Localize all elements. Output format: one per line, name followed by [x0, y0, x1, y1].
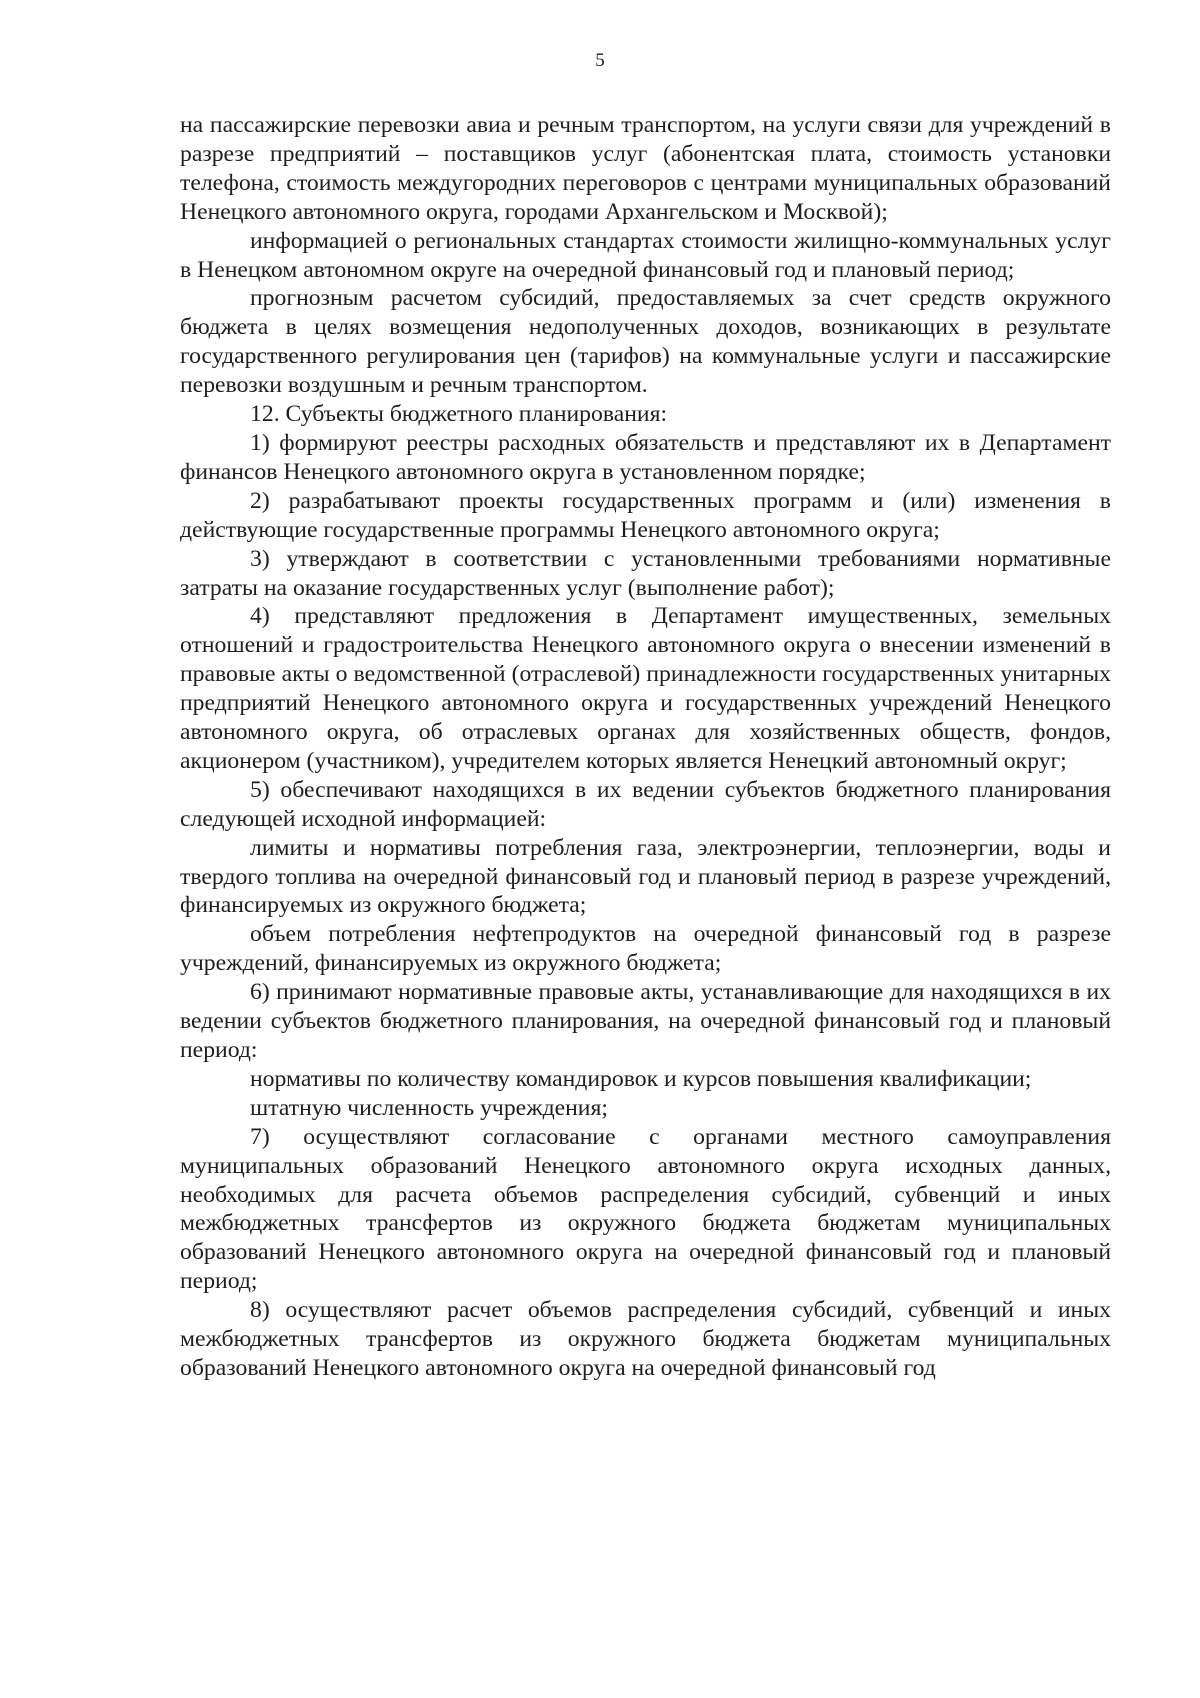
list-item: 8) осуществляют расчет объемов распределения субсидий, субвенций и иных межбюджетных трансфертов из окружного бюджета бюджетам муниципальных образований Ненецкого автономного округа на очередной финансовый год — [180, 1297, 1111, 1381]
paragraph: информацией о региональных стандартах стоимости жилищно-коммунальных услуг в Ненецком автономном округе на очередной финансовый год и плановый период; — [180, 227, 1111, 283]
sub-item: лимиты и нормативы потребления газа, электроэнергии, теплоэнергии, воды и твердого топлива на очередной финансовый год и плановый период в разрезе учреждений, финансируемых из окружного бюджета; — [180, 834, 1111, 919]
list-item: 3) утверждают в соответствии с установленными требованиями нормативные затраты на оказание государственных услуг (выполнение работ); — [180, 545, 1111, 601]
list-item: 4) представляют предложения в Департамент имущественных, земельных отношений и градостроительства Ненецкого автономного округа о внесении изменений в правовые акты о ведомственной (отраслевой) принадлежности государственных унитарных предприятий Ненецкого автономного округа и государственных учреждений Ненецкого автономного округа, об отраслевых органах для хозяйственных обществ, фондов, акционером (участником), учредителем которых является Ненецкий автономный округ; — [180, 603, 1111, 774]
list-item: 7) осуществляют согласование с органами местного самоуправления муниципальных образований Ненецкого автономного округа исходных данных, необходимых для расчета объемов распределения субсидий, субвенций и иных межбюджетных трансфертов из окружного бюджета бюджетам муниципальных образований Ненецкого автономного округа на очередной финансовый год и плановый период; — [180, 1123, 1111, 1295]
list-item: 2) разрабатывают проекты государственных программ и (или) изменения в действующие государственные программы Ненецкого автономного округа; — [180, 487, 1111, 543]
sub-item: объем потребления нефтепродуктов на очередной финансовый год в разрезе учреждений, финансируемых из окружного бюджета; — [180, 921, 1111, 977]
section-heading: 12. Субъекты бюджетного планирования: — [250, 401, 668, 428]
page-number: 5 — [595, 50, 605, 71]
list-item: 1) формируют реестры расходных обязательств и представляют их в Департамент финансов Ненецкого автономного округа в установленном порядке; — [180, 429, 1111, 485]
document-body — [180, 111, 1111, 1383]
list-item: 5) обеспечивают находящихся в их ведении субъектов бюджетного планирования следующей исходной информацией: — [180, 776, 1111, 832]
sub-item: нормативы по количеству командировок и курсов повышения квалификации; — [250, 1065, 1032, 1092]
sub-item: штатную численность учреждения; — [250, 1094, 608, 1121]
paragraph: прогнозным расчетом субсидий, предоставляемых за счет средств окружного бюджета в целях возмещения недополученных доходов, возникающих в результате государственного регулирования цен (тарифов) на коммунальные услуги и пассажирские перевозки воздушным и речным транспортом. — [180, 285, 1111, 399]
list-item: 6) принимают нормативные правовые акты, устанавливающие для находящихся в их ведении субъектов бюджетного планирования, на очередной финансовый год и плановый период: — [180, 979, 1111, 1063]
paragraph: на пассажирские перевозки авиа и речным транспортом, на услуги связи для учреждений в разрезе предприятий – поставщиков услуг (абонентская плата, стоимость установки телефона, стоимость междугородних переговоров с центрами муниципальных образований Ненецкого автономного округа, городами Архангельском и Москвой); — [180, 112, 1111, 225]
